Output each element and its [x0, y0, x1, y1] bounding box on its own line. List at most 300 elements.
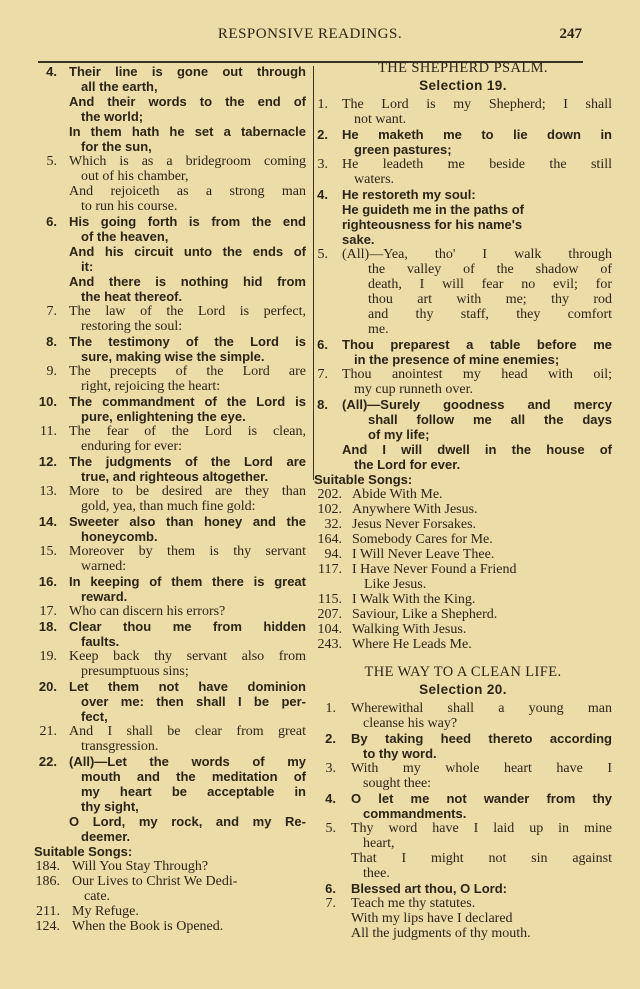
- verse-text: And I shall be clear from great: [69, 724, 306, 739]
- verse-text: Sweeter also than honey and the: [69, 514, 306, 529]
- song-number: 164.: [317, 532, 342, 547]
- verse-number: 5.: [317, 247, 328, 262]
- verse: [34, 454, 306, 484]
- verse: [34, 394, 306, 424]
- verse-line: [314, 896, 612, 911]
- song-title: Anywhere With Jesus.: [352, 502, 478, 517]
- verse-text: to run his course.: [81, 199, 178, 214]
- verse-line: [314, 791, 612, 806]
- song-item: [314, 517, 612, 532]
- verse-text: warned:: [81, 559, 127, 574]
- verse: [314, 367, 612, 397]
- verse-line: [34, 124, 306, 139]
- verse-line: [314, 172, 612, 187]
- verse-line: [34, 199, 306, 214]
- verse-line: [34, 379, 306, 394]
- song-item: [314, 547, 612, 562]
- verse-line: [314, 352, 612, 367]
- verse-line: [314, 262, 612, 277]
- verse-text: He leadeth me beside the still: [342, 157, 612, 172]
- verse-line: [34, 499, 306, 514]
- verse-text: for the sun,: [81, 139, 152, 154]
- song-number: 184.: [35, 859, 60, 874]
- verse-text: Which is as a bridegroom coming: [69, 154, 306, 169]
- verse-text: That I might not sin against: [351, 851, 612, 866]
- verse-line: [34, 259, 306, 274]
- verse-text: Clear thou me from hidden: [69, 619, 306, 634]
- verse-text: The Lord is my Shepherd; I shall: [342, 97, 612, 112]
- verse-line: [314, 187, 612, 202]
- verse-line: [34, 184, 306, 199]
- verse-text: and thy staff, they comfort: [368, 307, 612, 322]
- verse: [34, 649, 306, 679]
- verse-text: His going forth is from the end: [69, 214, 306, 229]
- verse-text: O Lord, my rock, and my Re-: [69, 814, 306, 829]
- section-title: THE SHEPHERD PSALM.: [378, 60, 548, 76]
- page-number: 247: [559, 26, 582, 42]
- verse-text: shall follow me all the days: [368, 412, 612, 427]
- verse-text: thou art with me; thy rod: [368, 292, 612, 307]
- song-title: My Refuge.: [72, 904, 139, 919]
- verse-line: [314, 806, 612, 821]
- song-number: 186.: [35, 874, 60, 889]
- song-number: 243.: [317, 637, 342, 652]
- verse-line: [34, 679, 306, 694]
- verse-number: 22.: [38, 754, 57, 769]
- verse-line: [314, 836, 612, 851]
- song-title: I Have Never Found a Friend: [352, 562, 517, 577]
- verse-line: [34, 349, 306, 364]
- verse-text: The testimony of the Lord is: [69, 334, 306, 349]
- verse-text: waters.: [354, 172, 395, 187]
- song-title: cate.: [84, 889, 111, 904]
- verse-line: [314, 142, 612, 157]
- verse-line: [34, 514, 306, 529]
- verse-text: He guideth me in the paths of: [342, 202, 525, 217]
- verse-text: And there is nothing hid from: [69, 274, 306, 289]
- verse-line: [314, 217, 612, 232]
- verse-number: 15.: [39, 544, 57, 559]
- verse-text: my cup runneth over.: [354, 382, 473, 397]
- song-item: [314, 487, 612, 502]
- verse-number: 12.: [38, 454, 57, 469]
- verse-line: [314, 457, 612, 472]
- verse-number: 9.: [46, 364, 57, 379]
- verse-line: [314, 746, 612, 761]
- verse: [34, 424, 306, 454]
- verse-line: [314, 716, 612, 731]
- verse: [34, 304, 306, 334]
- verse-line: [314, 232, 612, 247]
- verse-text: the Lord for ever.: [354, 457, 461, 472]
- verse-text: By taking heed thereto according: [351, 731, 612, 746]
- verse-text: Blessed art thou, O Lord:: [351, 881, 508, 896]
- verse: [34, 544, 306, 574]
- verse-line: [34, 664, 306, 679]
- verse: [314, 187, 612, 247]
- verse-text: green pastures;: [354, 142, 452, 157]
- verse-text: gold, yea, than much fine gold:: [81, 499, 256, 514]
- verse-line: [34, 649, 306, 664]
- song-item: [34, 919, 306, 934]
- verse: [34, 604, 306, 619]
- verse-text: thy sight,: [81, 799, 139, 814]
- verse-text: of my life;: [368, 427, 430, 442]
- verse: [34, 364, 306, 394]
- verse-text: me.: [368, 322, 389, 337]
- verse-line: [314, 127, 612, 142]
- song-number: 117.: [318, 562, 342, 577]
- verse: [34, 724, 306, 754]
- verse-number: 1.: [317, 97, 328, 112]
- verse-text: righteousness for his name's: [342, 217, 523, 232]
- verse-line: [34, 154, 306, 169]
- verse-text: it:: [81, 259, 94, 274]
- songs-heading: Suitable Songs:: [34, 844, 133, 859]
- verse-line: [314, 292, 612, 307]
- verse-line: [34, 409, 306, 424]
- verse-line: [34, 814, 306, 829]
- song-title: Our Lives to Christ We Dedi-: [72, 874, 238, 889]
- verse-line: [314, 97, 612, 112]
- verse-number: 5.: [325, 821, 336, 836]
- verse-text: mouth and the meditation of: [81, 769, 306, 784]
- song-title: I Walk With the King.: [352, 592, 476, 607]
- verse-text: And rejoiceth as a strong man: [69, 184, 306, 199]
- song-title: When the Book is Opened.: [72, 919, 224, 934]
- verse-line: [314, 821, 612, 836]
- verse-number: 21.: [39, 724, 57, 739]
- verse-line: [314, 367, 612, 382]
- song-title: Abide With Me.: [352, 487, 443, 502]
- verse-text: thee.: [363, 866, 390, 881]
- verse-text: restoring the soul:: [81, 319, 183, 334]
- verse-text: right, rejoicing the heart:: [81, 379, 221, 394]
- verse-line: [314, 307, 612, 322]
- verse-number: 20.: [38, 679, 57, 694]
- verse-line: [34, 319, 306, 334]
- verse-line: [34, 289, 306, 304]
- verse-text: honeycomb.: [81, 529, 158, 544]
- song-item: [314, 562, 612, 577]
- verse-line: [34, 784, 306, 799]
- song-item: [34, 904, 306, 919]
- verse-line: [34, 709, 306, 724]
- song-title: Jesus Never Forsakes.: [352, 517, 477, 532]
- verse-line: [34, 334, 306, 349]
- verse-line: [34, 634, 306, 649]
- verse-number: 7.: [325, 896, 336, 911]
- verse: [314, 821, 612, 881]
- verse-text: sought thee:: [363, 776, 432, 791]
- verse-line: [314, 322, 612, 337]
- verse: [314, 896, 612, 941]
- verse-text: fect,: [81, 709, 108, 724]
- verse-text: The precepts of the Lord are: [69, 364, 306, 379]
- verse-number: 18.: [38, 619, 57, 634]
- song-title: Where He Leads Me.: [352, 637, 472, 652]
- verse-line: [34, 454, 306, 469]
- spacer: [314, 652, 612, 664]
- verse-line: [314, 926, 612, 941]
- verse-text: deemer.: [81, 829, 131, 844]
- song-item: [34, 859, 306, 874]
- verse: [34, 484, 306, 514]
- verse-line: [314, 701, 612, 716]
- verse-line: [34, 739, 306, 754]
- verse-number: 14.: [38, 514, 57, 529]
- selection-number: Selection 20.: [419, 682, 507, 697]
- song-title: Saviour, Like a Shepherd.: [352, 607, 498, 622]
- verse-line: [34, 229, 306, 244]
- verse: [34, 154, 306, 214]
- verse-number: 4.: [325, 791, 336, 806]
- verse: [314, 731, 612, 761]
- verse-text: death, I will fear no evil; for: [368, 277, 612, 292]
- verse-line: [34, 829, 306, 844]
- verse-line: [314, 911, 612, 926]
- verse-text: With my lips have I declared: [351, 911, 513, 926]
- verse-text: my heart be acceptable in: [81, 784, 306, 799]
- verse-number: 3.: [325, 761, 336, 776]
- song-number: 102.: [317, 502, 342, 517]
- verse-number: 3.: [317, 157, 328, 172]
- song-number: 94.: [324, 547, 342, 562]
- verse-number: 10.: [38, 394, 57, 409]
- verse-line: [34, 364, 306, 379]
- section-title: THE WAY TO A CLEAN LIFE.: [364, 664, 562, 680]
- verse-line: [34, 769, 306, 784]
- verse-line: [314, 881, 612, 896]
- verse-number: 13.: [39, 484, 57, 499]
- song-item: [314, 637, 612, 652]
- song-item: [314, 577, 612, 592]
- verse-number: 11.: [40, 424, 57, 439]
- verse-text: The judgments of the Lord are: [69, 454, 306, 469]
- verse-line: [314, 851, 612, 866]
- verse: [314, 397, 612, 472]
- verse: [314, 247, 612, 337]
- verse-text: Their line is gone out through: [69, 64, 306, 79]
- verse: [34, 679, 306, 724]
- verse: [34, 514, 306, 544]
- verse-text: presumptuous sins;: [81, 664, 189, 679]
- verse-line: [34, 244, 306, 259]
- verse: [314, 337, 612, 367]
- verse-text: (All)—Yea, tho' I walk through: [342, 247, 612, 262]
- verse-number: 16.: [38, 574, 57, 589]
- verse-line: [34, 94, 306, 109]
- verse-line: [314, 427, 612, 442]
- verse-number: 19.: [39, 649, 57, 664]
- running-header: [38, 26, 582, 46]
- song-item: [34, 889, 306, 904]
- verse-number: 1.: [325, 701, 336, 716]
- verse-text: the heat thereof.: [81, 289, 183, 304]
- verse-text: of the heaven,: [81, 229, 169, 244]
- verse-text: Wherewithal shall a young man: [351, 701, 612, 716]
- song-title: Will You Stay Through?: [72, 859, 209, 874]
- selection-number: Selection 19.: [419, 78, 507, 93]
- verse-text: All the judgments of thy mouth.: [351, 926, 531, 941]
- verse-text: More to be desired are they than: [69, 484, 306, 499]
- song-title: Somebody Cares for Me.: [352, 532, 493, 547]
- verse-number: 6.: [325, 881, 336, 896]
- verse-line: [34, 724, 306, 739]
- verse-line: [34, 694, 306, 709]
- verse: [314, 701, 612, 731]
- verse-text: all the earth,: [81, 79, 158, 94]
- verse-text: true, and righteous altogether.: [81, 469, 269, 484]
- verse-line: [314, 776, 612, 791]
- song-item: [314, 622, 612, 637]
- verse-line: [34, 79, 306, 94]
- verse-text: cleanse his way?: [363, 716, 458, 731]
- verse-line: [34, 799, 306, 814]
- verse-line: [34, 394, 306, 409]
- verse-line: [314, 412, 612, 427]
- verse-text: out of his chamber,: [81, 169, 189, 184]
- verse-number: 6.: [317, 337, 328, 352]
- song-title: Walking With Jesus.: [352, 622, 467, 637]
- verse-line: [34, 274, 306, 289]
- verse-line: [34, 574, 306, 589]
- verse-text: transgression.: [81, 739, 159, 754]
- verse-line: [34, 304, 306, 319]
- verse: [34, 619, 306, 649]
- verse-line: [34, 109, 306, 124]
- verse-text: Keep back thy servant also from: [69, 649, 306, 664]
- song-number: 207.: [317, 607, 342, 622]
- song-title: I Will Never Leave Thee.: [352, 547, 495, 562]
- verse-number: 8.: [317, 397, 328, 412]
- verse-number: 4.: [46, 64, 57, 79]
- verse-text: over me: then shall I be per-: [81, 694, 306, 709]
- right-column: [314, 60, 612, 941]
- verse-text: pure, enlightening the eye.: [81, 409, 246, 424]
- verse-line: [34, 139, 306, 154]
- verse: [314, 157, 612, 187]
- verse-text: faults.: [81, 634, 120, 649]
- verse: [34, 214, 306, 304]
- verse-line: [34, 439, 306, 454]
- verse-text: Thou anointest my head with oil;: [342, 367, 612, 382]
- song-item: [34, 874, 306, 889]
- song-number: 124.: [35, 919, 60, 934]
- verse-text: Thy word have I laid up in mine: [351, 821, 612, 836]
- verse-text: O let me not wander from thy: [351, 791, 612, 806]
- verse-line: [314, 382, 612, 397]
- verse-number: 8.: [46, 334, 57, 349]
- verse-text: In them hath he set a tabernacle: [69, 124, 306, 139]
- verse-text: sure, making wise the simple.: [81, 349, 265, 364]
- verse-line: [314, 337, 612, 352]
- verse-line: [314, 277, 612, 292]
- left-column: [34, 64, 306, 934]
- song-item: [314, 532, 612, 547]
- verse: [314, 127, 612, 157]
- song-item: [314, 502, 612, 517]
- verse-text: Let them not have dominion: [69, 679, 306, 694]
- song-item: [314, 592, 612, 607]
- verse-line: [34, 604, 306, 619]
- verse-text: Thou preparest a table before me: [342, 337, 612, 352]
- verse-text: He maketh me to lie down in: [342, 127, 612, 142]
- song-number: 115.: [318, 592, 342, 607]
- song-number: 104.: [317, 622, 342, 637]
- song-number: 32.: [324, 517, 342, 532]
- verse-line: [34, 754, 306, 769]
- songs-heading: Suitable Songs:: [314, 472, 413, 487]
- verse: [314, 97, 612, 127]
- verse-line: [314, 112, 612, 127]
- verse-text: Teach me thy statutes.: [351, 896, 476, 911]
- verse-text: (All)—Surely goodness and mercy: [342, 397, 612, 412]
- verse-number: 4.: [317, 187, 328, 202]
- verse-text: The commandment of the Lord is: [69, 394, 306, 409]
- verse-line: [34, 64, 306, 79]
- verse-number: 2.: [317, 127, 328, 142]
- song-item: [314, 607, 612, 622]
- verse-text: in the presence of mine enemies;: [354, 352, 560, 367]
- verse-line: [314, 202, 612, 217]
- verse-text: Who can discern his errors?: [69, 604, 226, 619]
- verse: [314, 761, 612, 791]
- verse-number: 17.: [39, 604, 57, 619]
- verse-line: [314, 247, 612, 262]
- verse-line: [314, 157, 612, 172]
- verse-text: enduring for ever:: [81, 439, 183, 454]
- verse: [34, 574, 306, 604]
- verse-text: (All)—Let the words of my: [69, 754, 306, 769]
- verse-line: [314, 761, 612, 776]
- verse-text: not want.: [354, 112, 407, 127]
- verse: [34, 64, 306, 154]
- verse-number: 7.: [46, 304, 57, 319]
- verse-line: [34, 544, 306, 559]
- song-title: Like Jesus.: [364, 577, 427, 592]
- running-title: RESPONSIVE READINGS.: [217, 26, 403, 42]
- verse-text: With my whole heart have I: [351, 761, 612, 776]
- verse-text: commandments.: [363, 806, 467, 821]
- verse: [34, 334, 306, 364]
- verse-text: reward.: [81, 589, 128, 604]
- verse-text: And their words to the end of: [69, 94, 306, 109]
- verse-text: He restoreth my soul:: [342, 187, 476, 202]
- verse-number: 6.: [46, 214, 57, 229]
- verse-text: And I will dwell in the house of: [342, 442, 612, 457]
- song-number: 202.: [317, 487, 342, 502]
- verse-text: the world;: [81, 109, 144, 124]
- verse-number: 2.: [325, 731, 336, 746]
- song-number: 211.: [36, 904, 60, 919]
- verse-line: [34, 529, 306, 544]
- verse-line: [314, 866, 612, 881]
- verse-text: heart,: [363, 836, 395, 851]
- verse-text: The law of the Lord is perfect,: [69, 304, 306, 319]
- verse-text: And his circuit unto the ends of: [69, 244, 306, 259]
- verse-line: [314, 397, 612, 412]
- verse-text: to thy word.: [363, 746, 437, 761]
- verse-line: [314, 731, 612, 746]
- verse: [314, 881, 612, 896]
- verse-line: [34, 484, 306, 499]
- verse-line: [314, 442, 612, 457]
- verse-line: [34, 469, 306, 484]
- verse-number: 7.: [317, 367, 328, 382]
- verse: [314, 791, 612, 821]
- verse-text: the valley of the shadow of: [368, 262, 612, 277]
